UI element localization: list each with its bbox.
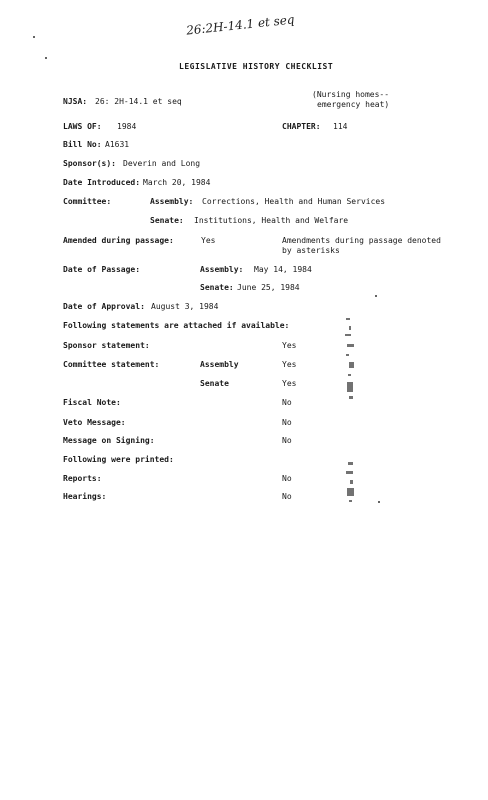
committee-assembly-label: Assembly: — [150, 197, 194, 206]
sponsor-statement-label: Sponsor statement: — [63, 341, 150, 350]
hearings-value: No — [282, 492, 292, 501]
amended-label: Amended during passage: — [63, 236, 174, 245]
sponsors-value: Deverin and Long — [123, 159, 201, 168]
laws-of-value: 1984 — [117, 122, 137, 131]
scan-speck — [33, 36, 35, 38]
passage-assembly-value: May 14, 1984 — [254, 265, 312, 274]
printed-heading: Following were printed: — [63, 455, 174, 464]
bill-no-value: A1631 — [105, 140, 130, 149]
scan-speck — [45, 57, 47, 59]
sponsors-label: Sponsor(s): — [63, 159, 116, 168]
njsa-note-line2: emergency heat) — [317, 100, 390, 109]
hearings-label: Hearings: — [63, 492, 107, 501]
committee-assembly-value: Corrections, Health and Human Services — [202, 197, 386, 206]
fiscal-note-value: No — [282, 398, 292, 407]
committee-statement-senate-value: Yes — [282, 379, 297, 388]
amended-note-line1: Amendments during passage denoted — [282, 236, 441, 245]
scan-artifact — [344, 462, 358, 504]
fiscal-note-label: Fiscal Note: — [63, 398, 121, 407]
date-of-passage-label: Date of Passage: — [63, 265, 141, 274]
chapter-label: CHAPTER: — [282, 122, 321, 131]
committee-statement-label: Committee statement: — [63, 360, 160, 369]
bill-no-label: Bill No: — [63, 140, 102, 149]
scan-speck — [375, 295, 377, 297]
committee-statement-assembly-value: Yes — [282, 360, 297, 369]
sponsor-statement-value: Yes — [282, 341, 297, 350]
committee-label: Committee: — [63, 197, 112, 206]
committee-senate-value: Institutions, Health and Welfare — [194, 216, 349, 225]
scan-artifact — [343, 318, 357, 403]
date-introduced-value: March 20, 1984 — [143, 178, 211, 187]
date-introduced-label: Date Introduced: — [63, 178, 141, 187]
document-title: LEGISLATIVE HISTORY CHECKLIST — [179, 62, 334, 71]
chapter-value: 114 — [333, 122, 348, 131]
message-on-signing-label: Message on Signing: — [63, 436, 155, 445]
scan-speck — [378, 501, 380, 503]
veto-message-value: No — [282, 418, 292, 427]
date-of-approval-label: Date of Approval: — [63, 302, 145, 311]
committee-senate-label: Senate: — [150, 216, 184, 225]
veto-message-label: Veto Message: — [63, 418, 126, 427]
handwritten-citation: 26:2H-14.1 et seq — [185, 12, 296, 38]
committee-statement-assembly-label: Assembly — [200, 360, 239, 369]
amended-value: Yes — [201, 236, 216, 245]
reports-value: No — [282, 474, 292, 483]
date-of-approval-value: August 3, 1984 — [151, 302, 219, 311]
passage-assembly-label: Assembly: — [200, 265, 244, 274]
njsa-value: 26: 2H-14.1 et seq — [95, 97, 182, 106]
passage-senate-value: June 25, 1984 — [237, 283, 300, 292]
committee-statement-senate-label: Senate — [200, 379, 229, 388]
message-on-signing-value: No — [282, 436, 292, 445]
njsa-note-line1: (Nursing homes-- — [312, 90, 390, 99]
njsa-label: NJSA: — [63, 97, 88, 106]
laws-of-label: LAWS OF: — [63, 122, 102, 131]
amended-note-line2: by asterisks — [282, 246, 340, 255]
reports-label: Reports: — [63, 474, 102, 483]
attached-heading: Following statements are attached if available: — [63, 321, 290, 330]
passage-senate-label: Senate: — [200, 283, 234, 292]
